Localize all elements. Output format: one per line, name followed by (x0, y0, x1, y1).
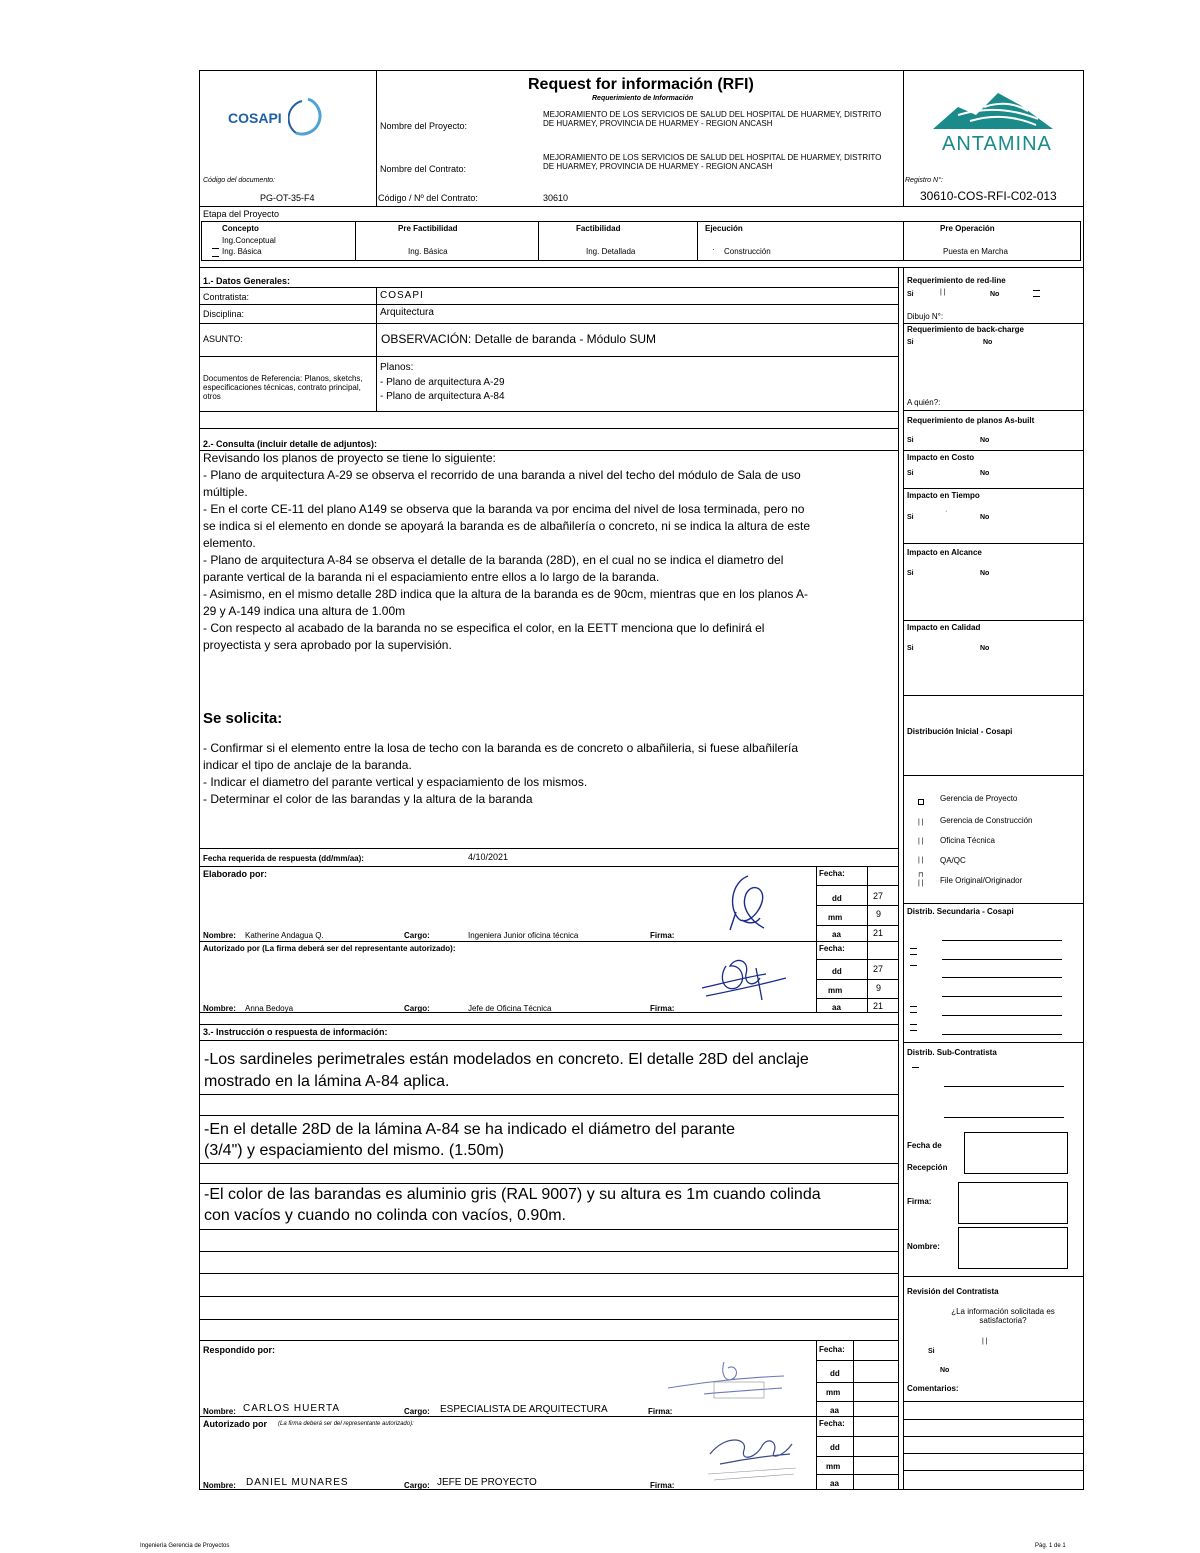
impacto-alcance-si: Si (907, 570, 914, 577)
etapa-concepto: Concepto (222, 224, 259, 233)
respuesta-1-line-2: mostrado en la lámina A-84 aplica. (204, 1073, 450, 1090)
antamina-logo-text: ANTAMINA (942, 133, 1052, 155)
impacto-costo-si: Si (907, 470, 914, 477)
dist-secundaria-label: Distrib. Secundaria - Cosapi (907, 907, 1014, 916)
autorizado-nombre: Anna Bedoya (245, 1004, 294, 1013)
impacto-tiempo-si: Si (907, 514, 914, 521)
autorizado-signature-icon (696, 948, 792, 1008)
dist-sub-label: Distrib. Sub-Contratista (907, 1048, 997, 1057)
consulta-line: proyectista y sera aprobado por la supervisión. (203, 638, 452, 652)
etapa-factibilidad: Factibilidad (576, 224, 621, 233)
satisfactoria-no: No (940, 1367, 950, 1374)
rfi-title: Request for información (RFI) (528, 76, 754, 93)
autorizado-aa: 21 (873, 1001, 884, 1011)
impacto-costo-label: Impacto en Costo (907, 453, 975, 462)
autorizado-mm: 9 (876, 983, 882, 993)
redline-si: Si (907, 291, 914, 298)
autorizado2-cargo-label: Cargo: (404, 1481, 430, 1490)
autorizado2-mm-label: mm (826, 1462, 841, 1471)
instruccion-section-title: 3.- Instrucción o respuesta de información: (203, 1027, 388, 1037)
consulta-line: - En el corte CE-11 del plano A149 se observa que la baranda va por encima del nivel de losa terminada, pero no (203, 502, 805, 516)
autorizado-nombre-label: Nombre: (203, 1004, 236, 1013)
autorizado2-nombre-label: Nombre: (203, 1481, 236, 1490)
cosapi-logo-text: COSAPI (228, 110, 282, 126)
backcharge-si: Si (907, 339, 914, 346)
asbuilt-no: No (980, 437, 990, 444)
side-firma-box[interactable] (958, 1182, 1068, 1224)
disciplina-value: Arquitectura (380, 307, 434, 318)
fecha-recepcion-box[interactable] (964, 1132, 1068, 1174)
etapa-ing-conceptual: Ing.Conceptual (222, 236, 276, 245)
impacto-calidad-label: Impacto en Calidad (907, 623, 981, 632)
autorizado-cargo: Jefe de Oficina Técnica (468, 1004, 552, 1013)
respondido-fecha-label: Fecha: (819, 1345, 845, 1354)
autorizado2-label: Autorizado por (203, 1419, 267, 1429)
dist-checkbox-gerencia-proyecto[interactable] (918, 799, 924, 805)
docs-ref-line-1: Planos: (380, 362, 414, 373)
etapa-pre-factibilidad: Pre Factibilidad (398, 224, 458, 233)
datos-section-title: 1.- Datos Generales: (203, 276, 291, 286)
respondido-dd-label: dd (830, 1369, 840, 1378)
fecha-recepcion-label-1: Fecha de (907, 1141, 942, 1150)
dist-checkbox-gerencia-construccion[interactable]: | | (918, 819, 924, 826)
respuesta-3-line-1: -El color de las barandas es aluminio gris (RAL 9007) y su altura es 1m cuando colinda (204, 1186, 821, 1203)
autorizado2-cargo: JEFE DE PROYECTO (437, 1477, 537, 1488)
consulta-line: 29 y A-149 indica una altura de 1.00m (203, 604, 406, 618)
redline-si-box: | | (940, 289, 946, 296)
satisfactoria-question: ¿La información solicitada es satisfactoria? (951, 1307, 1055, 1326)
dist-item-gerencia-construccion: Gerencia de Construcción (940, 816, 1033, 825)
consulta-line: parante vertical de la baranda ni el espaciamiento entre ellos a lo largo de la baranda. (203, 570, 660, 584)
asunto-value: OBSERVACIÓN: Detalle de baranda - Módulo SUM (381, 332, 657, 346)
respondido-label: Respondido por: (203, 1345, 275, 1355)
impacto-calidad-no: No (980, 645, 990, 652)
consulta-line: - Con respecto al acabado de la baranda no se especifica el color, en la EETT menciona que lo definirá el (203, 621, 765, 635)
etapa-ejecucion: Ejecución (705, 224, 743, 233)
side-nombre-box[interactable] (958, 1227, 1068, 1269)
distribucion-label: Distribución Inicial - Cosapi (907, 727, 1013, 736)
docs-ref-line-3: - Plano de arquitectura A-84 (380, 391, 505, 402)
elaborado-nombre: Katherine Andagua Q. (245, 931, 324, 940)
respondido-signature-icon (664, 1358, 790, 1406)
contratista-label: Contratista: (203, 292, 250, 302)
impacto-alcance-label: Impacto en Alcance (907, 548, 982, 557)
dist-item-oficina-tecnica: Oficina Técnica (940, 836, 995, 845)
autorizado-mm-label: mm (828, 986, 843, 995)
autorizado-aa-label: aa (832, 1003, 841, 1012)
impacto-tiempo-mark: · (945, 508, 948, 515)
project-label: Nombre del Proyecto: (380, 121, 468, 131)
respuesta-2-line-2: (3/4") y espaciamiento del mismo. (1.50m) (204, 1142, 505, 1159)
docs-ref-line-2: - Plano de arquitectura A-29 (380, 377, 505, 388)
dist-checkbox-file-original[interactable]: ⊓ | | (918, 872, 924, 888)
doc-code: PG-OT-35-F4 (260, 193, 315, 203)
elaborado-mm-label: mm (828, 913, 843, 922)
consulta-section-title: 2.- Consulta (incluir detalle de adjuntos): (203, 439, 378, 449)
dibujo-label: Dibujo N°: (907, 312, 944, 321)
respuesta-3-line-2: con vacíos y cuando no colinda con vacíos, 0.90m. (204, 1207, 566, 1224)
impacto-tiempo-label: Impacto en Tiempo (907, 491, 980, 500)
elaborado-dd-label: dd (832, 894, 842, 903)
etapa-label: Etapa del Proyecto (203, 209, 280, 219)
aquien-label: A quién?: (907, 398, 941, 407)
autorizado2-nombre: DANIEL MUNARES (246, 1477, 349, 1488)
project-name: MEJORAMIENTO DE LOS SERVICIOS DE SALUD DEL HOSPITAL DE HUARMEY, DISTRITO DE HUARMEY, PROVINCIA DE HUARMEY - REGION ANCASH (543, 110, 882, 129)
autorizado-cargo-label: Cargo: (404, 1004, 430, 1013)
backcharge-no: No (983, 339, 993, 346)
revision-label: Revisión del Contratista (907, 1287, 999, 1296)
solicita-line: - Determinar el color de las barandas y la altura de la baranda (203, 792, 533, 806)
respuesta-2-line-1: -En el detalle 28D de la lámina A-84 se ha indicado el diámetro del parante (204, 1121, 735, 1138)
etapa-check-mark: · (712, 245, 715, 254)
consulta-line: - Plano de arquitectura A-29 se observa el recorrido de una baranda a nivel del techo del módulo de Sala de uso (203, 468, 801, 482)
elaborado-aa-label: aa (832, 930, 841, 939)
solicita-line: - Confirmar si el elemento entre la losa de techo con la baranda es de concreto o albañileria, si fuese albañilería (203, 741, 799, 755)
autorizado-label: Autorizado por (La firma deberá ser del representante autorizado): (203, 944, 456, 953)
contract-code: 30610 (543, 193, 569, 203)
satisfactoria-si-box[interactable]: | | (982, 1338, 988, 1345)
elaborado-cargo-label: Cargo: (404, 931, 430, 940)
consulta-line: elemento. (203, 536, 256, 550)
mountain-icon (928, 85, 1058, 133)
autorizado2-firma-label: Firma: (650, 1481, 675, 1490)
etapa-ing-basica: Ing. Básica (408, 247, 448, 256)
elaborado-nombre-label: Nombre: (203, 931, 236, 940)
impacto-alcance-no: No (980, 570, 990, 577)
autorizado2-aa-label: aa (830, 1479, 839, 1488)
impacto-calidad-si: Si (907, 645, 914, 652)
etapa-ing-basica-left: Ing. Básica (222, 247, 262, 256)
solicita-title: Se solicita: (203, 710, 283, 727)
dist-item-qaqc: QA/QC (940, 856, 966, 865)
solicita-line: - Indicar el diametro del parante vertical y espaciamiento de los mismos. (203, 775, 588, 789)
autorizado2-dd-label: dd (830, 1443, 840, 1452)
dist-checkbox-qaqc[interactable]: | | (918, 857, 924, 864)
respondido-nombre-label: Nombre: (203, 1407, 236, 1416)
respondido-firma-label: Firma: (648, 1407, 673, 1416)
antamina-logo (928, 85, 1058, 160)
respuesta-1-line-1: -Los sardineles perimetrales están modelados en concreto. El detalle 28D del anclaje (204, 1051, 809, 1068)
comentarios-label: Comentarios: (907, 1384, 959, 1393)
side-nombre-label: Nombre: (907, 1242, 940, 1251)
redline-label: Requerimiento de red-line (907, 276, 1006, 285)
consulta-line: se indica si el elemento en donde se apoyará la baranda es de albañilería o concreto, ni se indica la altura de este (203, 519, 811, 533)
side-firma-label: Firma: (907, 1197, 932, 1206)
elaborado-dd: 27 (873, 891, 884, 901)
elaborado-cargo: Ingeniera Junior oficina técnica (468, 931, 579, 940)
etapa-pre-operacion: Pre Operación (940, 224, 995, 233)
autorizado-firma-label: Firma: (650, 1004, 675, 1013)
respondido-nombre: CARLOS HUERTA (243, 1403, 341, 1414)
etapa-puesta-marcha: Puesta en Marcha (943, 247, 1008, 256)
docs-ref-label: Documentos de Referencia: Planos, sketchs, especificaciones técnicas, contrato principal, otros (203, 374, 363, 402)
autorizado-fecha-label: Fecha: (819, 944, 845, 953)
consulta-line: - Asimismo, en el mismo detalle 28D indica que la altura de la baranda es de 90cm, mientras que en los planos A- (203, 587, 808, 601)
elaborado-fecha-label: Fecha: (819, 869, 845, 878)
asbuilt-si: Si (907, 437, 914, 444)
autorizado2-fecha-label: Fecha: (819, 1419, 845, 1428)
elaborado-label: Elaborado por: (203, 869, 268, 879)
autorizado-dd-label: dd (832, 967, 842, 976)
contract-label: Nombre del Contrato: (380, 164, 467, 174)
dist-item-gerencia-proyecto: Gerencia de Proyecto (940, 794, 1018, 803)
elaborado-signature-icon (722, 872, 774, 934)
disciplina-label: Disciplina: (203, 309, 245, 319)
elaborado-aa: 21 (873, 928, 884, 938)
autorizado2-label-small: (La firma deberá ser del representante autorizado): (278, 1421, 414, 1427)
satisfactoria-si: Si (928, 1348, 935, 1355)
impacto-costo-no: No (980, 470, 990, 477)
dist-item-file-original: File Original/Originador (940, 876, 1023, 885)
registro-number: 30610-COS-RFI-C02-013 (920, 189, 1057, 203)
consulta-line: Revisando los planos de proyecto se tiene lo siguiente: (203, 451, 496, 465)
contract-name: MEJORAMIENTO DE LOS SERVICIOS DE SALUD DEL HOSPITAL DE HUARMEY, DISTRITO DE HUARMEY, PROVINCIA DE HUARMEY - REGION ANCASH (543, 153, 882, 172)
contract-code-label: Código / Nº del Contrato: (378, 193, 478, 203)
elaborado-mm: 9 (876, 909, 882, 919)
cosapi-logo (226, 95, 326, 145)
footer-left: Ingeniería Gerencia de Proyectos (140, 1543, 230, 1549)
respondido-cargo-label: Cargo: (404, 1407, 430, 1416)
fecha-requerida: 4/10/2021 (468, 852, 509, 862)
registro-label: Registro N°: (905, 177, 943, 184)
consulta-line: múltiple. (203, 485, 248, 499)
etapa-ing-detallada: Ing. Detallada (586, 247, 636, 256)
autorizado2-signature-icon (700, 1424, 800, 1490)
rfi-subtitle: Requerimiento de Información (592, 95, 694, 102)
respondido-mm-label: mm (826, 1388, 841, 1397)
asbuilt-label: Requerimiento de planos As-built (907, 416, 1035, 425)
backcharge-label: Requerimiento de back-charge (907, 325, 1024, 334)
etapa-construccion: Construcción (724, 247, 771, 256)
redline-no: No (990, 291, 1000, 298)
asunto-label: ASUNTO: (203, 334, 243, 344)
impacto-tiempo-no: No (980, 514, 990, 521)
respondido-aa-label: aa (830, 1406, 839, 1415)
solicita-line: indicar el tipo de anclaje de la baranda. (203, 758, 412, 772)
fecha-requerida-label: Fecha requerida de respuesta (dd/mm/aa): (203, 854, 364, 863)
elaborado-firma-label: Firma: (650, 931, 675, 940)
consulta-line: - Plano de arquitectura A-84 se observa el detalle de la baranda (28D), en el cual no se indica el diametro del (203, 553, 784, 567)
contratista-value: COSAPI (380, 290, 424, 301)
fecha-recepcion-label-2: Recepción (907, 1163, 948, 1172)
dist-checkbox-oficina-tecnica[interactable]: | | (918, 838, 924, 845)
respondido-cargo: ESPECIALISTA DE ARQUITECTURA (440, 1404, 608, 1415)
cosapi-ring-icon (288, 95, 328, 141)
doc-code-label: Código del documento: (203, 177, 275, 184)
autorizado-dd: 27 (873, 964, 884, 974)
footer-right: Pág. 1 de 1 (1035, 1543, 1066, 1549)
